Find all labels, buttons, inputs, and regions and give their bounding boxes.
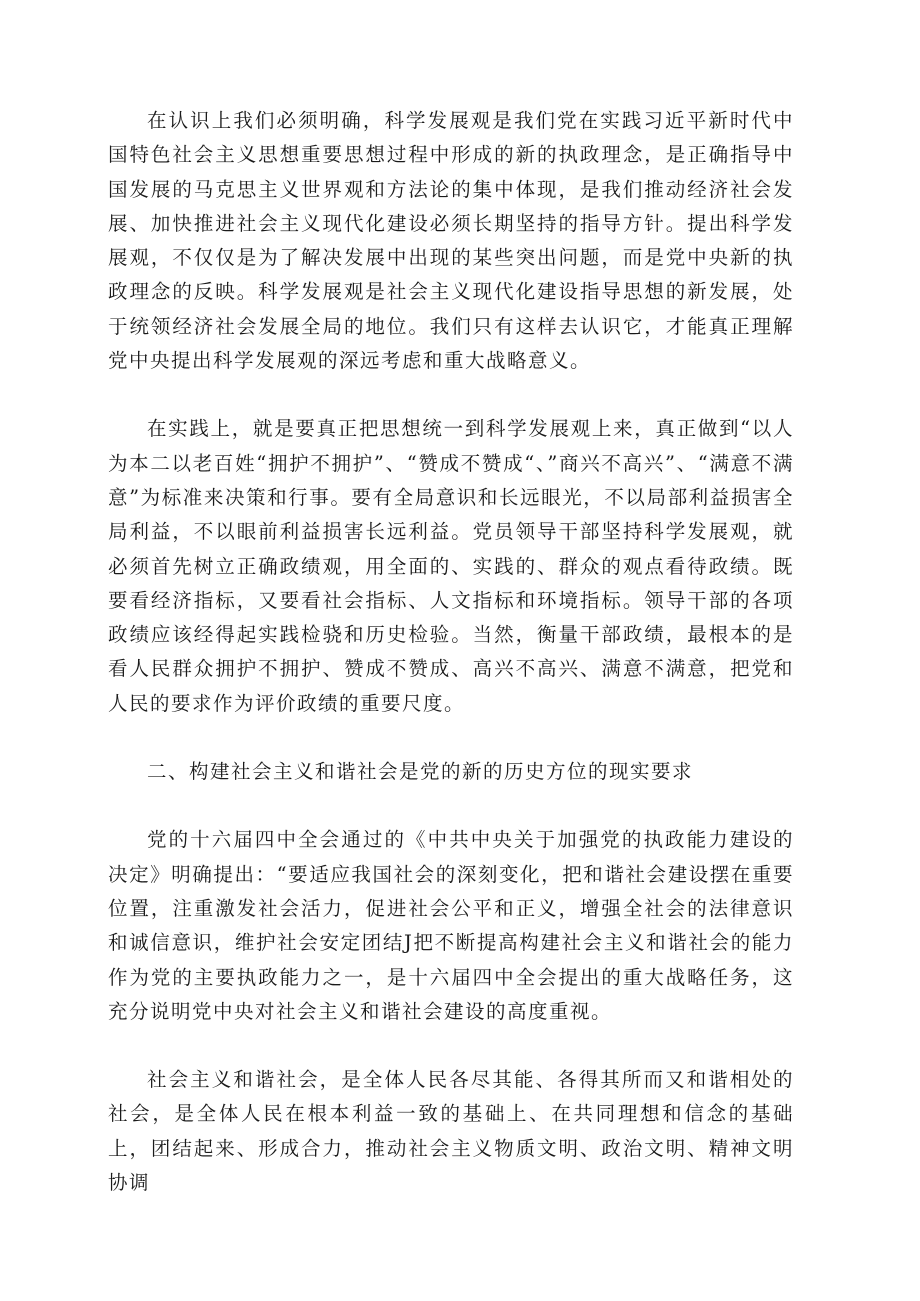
paragraph-harmonious-society: 社会主义和谐社会，是全体人民各尽其能、各得其所而又和谐相处的社会，是全体人民在根本利益一致的基础上、在共同理想和信念的基础上，团结起来、形成合力，推动社会主义物质文明、政治文明、精神文明协调 — [108, 1068, 794, 1195]
document-body — [108, 104, 794, 1234]
paragraph-understanding: 在认识上我们必须明确，科学发展观是我们党在实践习近平新时代中国特色社会主义思想重要思想过程中形成的新的执政理念，是正确指导中国发展的马克思主义世界观和方法论的集中体现，是我们推动经济社会发展、加快推进社会主义现代化建设必须长期坚持的指导方针。提出科学发展观，不仅仅是为了解决发展中出现的某些突出问题，而是党中央新的执政理念的反映。科学发展观是社会主义现代化建设指导思想的新发展，处于统领经济社会发展全局的地位。我们只有这样去认识它，才能真正理解党中央提出科学发展观的深远考虑和重大战略意义。 — [108, 109, 794, 373]
section-heading: 二、构建社会主义和谐社会是党的新的历史方位的现实要求 — [147, 760, 694, 784]
paragraph-plenary-decision: 党的十六届四中全会通过的《中共中央关于加强党的执政能力建设的决定》明确提出：“要适应我国社会的深刻变化，把和谐社会建设摆在重要位置，注重激发社会活力，促进社会公平和正义，增强全社会的法律意识和诚信意识，维护社会安定团结J把不断提高构建社会主义和谐社会的能力作为党的主要执政能力之一，是十六届四中全会提出的重大战略任务，这充分说明党中央对社会主义和谐社会建设的高度重视。 — [108, 828, 794, 1023]
paragraph-practice: 在实践上，就是要真正把思想统一到科学发展观上来，真正做到“以人为本二以老百姓“拥护不拥护”、“赞成不赞成“、”商兴不高兴”、“满意不满意”为标准来决策和行事。要有全局意识和长远眼光，不以局部利益损害全局利益，不以眼前利益损害长远利益。党员领导干部坚持科学发展观，就必须首先树立正确政绩观，用全面的、实践的、群众的观点看待政绩。既要看经济指标，又要看社会指标、人文指标和环境指标。领导干部的各项政绩应该经得起实践检骁和历史检验。当然，衡量干部政绩，最根本的是看人民群众拥护不拥护、赞成不赞成、高兴不高兴、满意不满意，把党和人民的要求作为评价政绩的重要尺度。 — [108, 417, 794, 715]
